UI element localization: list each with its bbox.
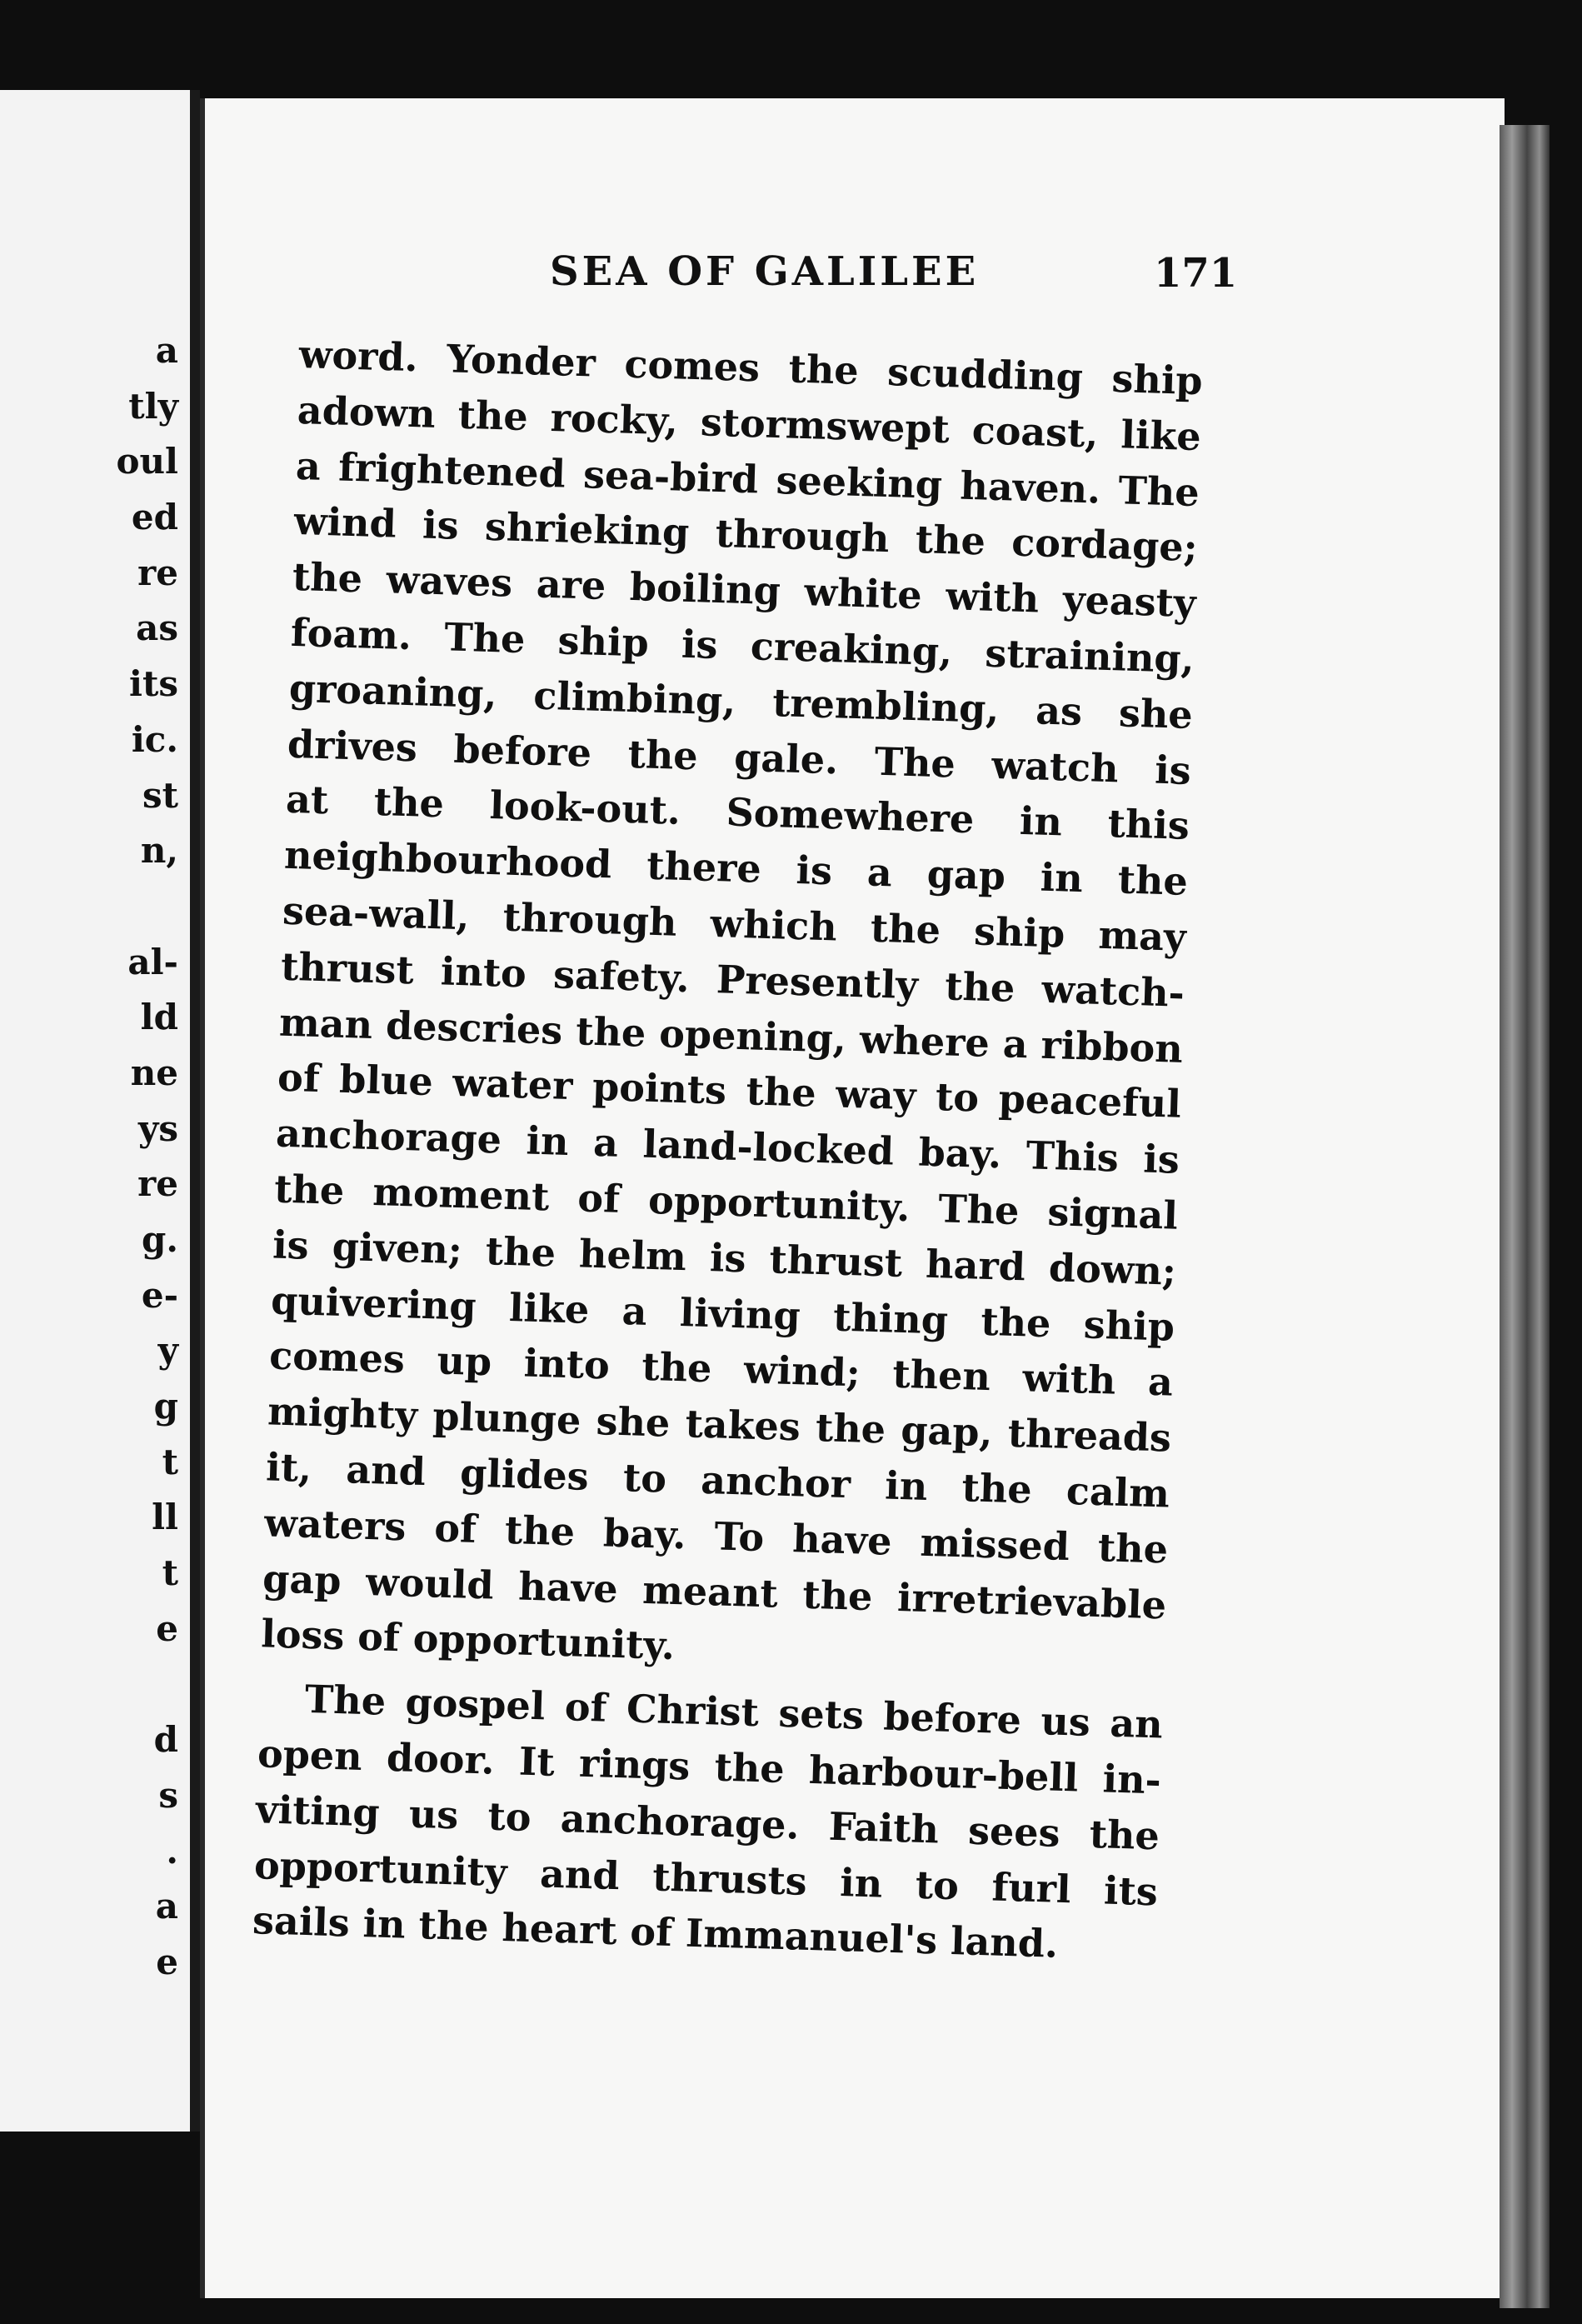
facing-line: as xyxy=(136,607,178,649)
facing-line: e xyxy=(156,1941,178,1982)
text-line: open door. It rings the harbour-bell in- xyxy=(257,1731,1162,1803)
facing-line: ed xyxy=(131,497,178,538)
text-line: mighty plunge she takes the gap, threads xyxy=(267,1388,1172,1461)
text-line: loss of opportunity. xyxy=(260,1611,676,1669)
text-line: anchorage in a land-locked bay. This is xyxy=(275,1110,1180,1182)
body-text xyxy=(252,327,1203,1975)
facing-line: oul xyxy=(116,441,178,482)
facing-line: st xyxy=(142,774,178,816)
text-line: a frightened sea-bird seeking haven. The xyxy=(295,442,1200,515)
facing-line: ld xyxy=(140,997,178,1038)
facing-line: e- xyxy=(141,1274,178,1316)
text-line: of blue water points the way to peaceful xyxy=(277,1054,1182,1127)
text-line: at the look-out. Somewhere in this xyxy=(285,777,1190,849)
facing-line: y xyxy=(157,1330,178,1372)
text-line: groaning, climbing, trembling, as she xyxy=(288,665,1194,737)
facing-line xyxy=(116,1657,178,1713)
text-line: foam. The ship is creaking, straining, xyxy=(290,609,1195,682)
facing-line: t xyxy=(162,1441,178,1482)
text-line: gap would have meant the irretrievable xyxy=(262,1555,1167,1628)
text-line: comes up into the wind; then with a xyxy=(268,1332,1174,1405)
text-line: man descries the opening, where a ribbon xyxy=(278,999,1184,1072)
page-number: 171 xyxy=(1154,250,1238,297)
facing-line: ll xyxy=(152,1497,178,1538)
facing-line: d xyxy=(153,1719,178,1761)
text-line: adown the rocky, stormswept coast, like xyxy=(297,387,1202,459)
facing-line: g xyxy=(153,1386,178,1427)
text-line: sails in the heart of Immanuel's land. xyxy=(252,1897,1059,1967)
text-line: waters of the bay. To have missed the xyxy=(263,1500,1169,1572)
book-binding-edge xyxy=(1500,125,1550,2308)
facing-line: ic. xyxy=(131,718,178,760)
text-line: The gospel of Christ sets before us an xyxy=(304,1677,1164,1747)
text-line: it, and glides to anchor in the calm xyxy=(265,1444,1170,1517)
facing-page-text xyxy=(116,323,178,1991)
facing-line: re xyxy=(137,552,178,593)
text-line: thrust into safety. Presently the watch- xyxy=(280,943,1185,1016)
text-line: sea-wall, through which the ship may xyxy=(282,887,1187,960)
facing-line: ys xyxy=(137,1107,178,1149)
facing-line: n, xyxy=(140,830,178,872)
text-line: word. Yonder comes the scudding ship xyxy=(298,331,1204,404)
facing-line: e xyxy=(156,1607,178,1649)
facing-line: tly xyxy=(128,385,178,427)
facing-line: a xyxy=(155,1886,178,1927)
text-line: quivering like a living thing the ship xyxy=(270,1277,1175,1350)
facing-line: al- xyxy=(127,941,178,982)
facing-line: s xyxy=(158,1774,178,1816)
facing-line: . xyxy=(166,1830,178,1872)
text-line: neighbourhood there is a gap in the xyxy=(283,832,1189,905)
facing-line: a xyxy=(155,330,178,371)
facing-line: t xyxy=(162,1552,178,1594)
text-line: the waves are boiling white with yeasty xyxy=(292,554,1197,627)
facing-line xyxy=(116,879,178,935)
facing-page xyxy=(0,90,200,2132)
facing-line: its xyxy=(128,663,178,705)
text-line: is given; the helm is thrust hard down; xyxy=(272,1222,1177,1294)
facing-line: re xyxy=(137,1163,178,1205)
text-line: wind is shrieking through the cordage; xyxy=(293,498,1199,571)
text-line: opportunity and thrusts in to furl its xyxy=(253,1842,1159,1914)
text-line: drives before the gale. The watch is xyxy=(287,721,1192,793)
text-line: viting us to anchorage. Faith sees the xyxy=(255,1786,1160,1859)
facing-line: ne xyxy=(130,1052,178,1093)
facing-line: g. xyxy=(142,1219,178,1260)
text-line: the moment of opportunity. The signal xyxy=(273,1166,1179,1238)
running-title: SEA OF GALILEE xyxy=(550,248,980,295)
